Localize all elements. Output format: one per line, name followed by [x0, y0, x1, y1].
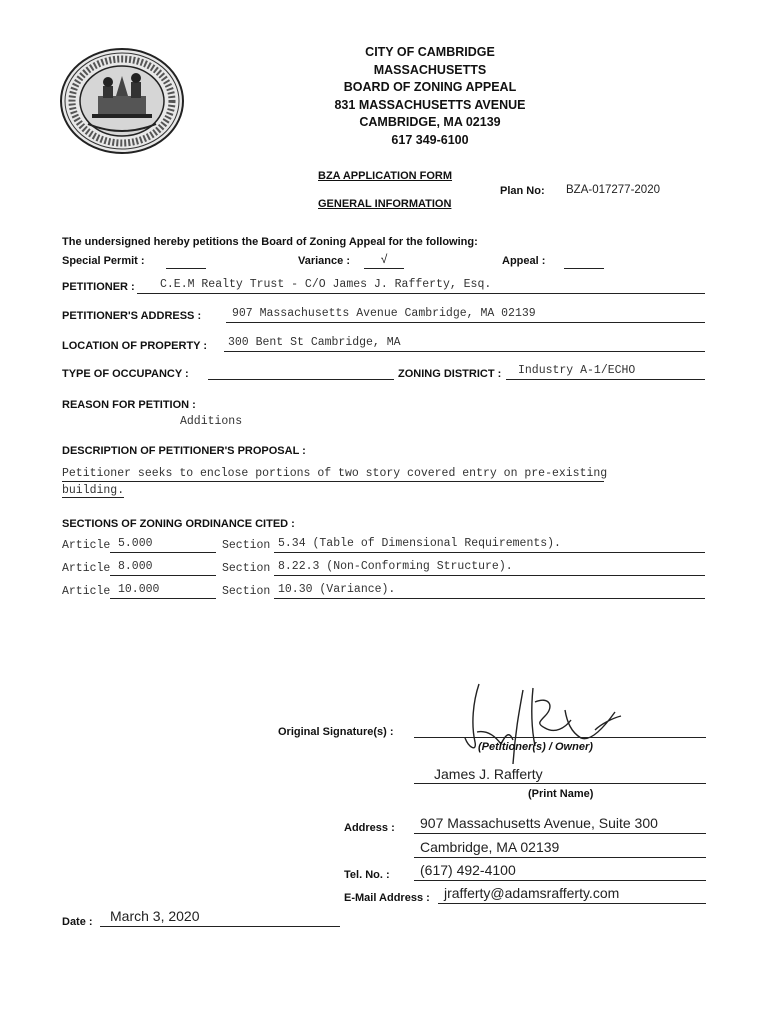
header-city: CITY OF CAMBRIDGE: [365, 45, 495, 59]
article-value[interactable]: 8.000: [118, 560, 153, 573]
sections-label: SECTIONS OF ZONING ORDINANCE CITED :: [62, 518, 295, 530]
header-state: MASSACHUSETTS: [373, 62, 487, 77]
date-label: Date :: [62, 916, 93, 928]
handwritten-signature: [415, 672, 635, 772]
section-line: [274, 552, 705, 553]
header-city-zip: CAMBRIDGE, MA 02139: [359, 115, 501, 129]
petitioner-value[interactable]: C.E.M Realty Trust - C/O James J. Rafferty, Esq.: [160, 278, 492, 291]
section-value[interactable]: 8.22.3 (Non-Conforming Structure).: [278, 560, 513, 573]
date-line: [100, 926, 340, 927]
address-label: Address :: [344, 822, 395, 834]
email-line: [438, 903, 706, 904]
zoning-district-value[interactable]: Industry A-1/ECHO: [518, 364, 636, 377]
variance-check[interactable]: √: [380, 252, 388, 266]
article-word: Article: [62, 585, 111, 598]
description-line-1[interactable]: Petitioner seeks to enclose portions of two story covered entry on pre-existing: [62, 467, 608, 480]
article-line: [110, 598, 216, 599]
reason-value[interactable]: Additions: [180, 415, 243, 428]
petitioner-label: PETITIONER :: [62, 281, 135, 293]
print-name-caption: (Print Name): [528, 788, 594, 800]
special-permit-line: [166, 268, 206, 269]
print-name-line: [414, 783, 706, 784]
description-line-2[interactable]: building.: [62, 484, 125, 497]
section-line: [274, 598, 705, 599]
article-value[interactable]: 10.000: [118, 583, 160, 596]
tel-line: [414, 880, 706, 881]
location-value[interactable]: 300 Bent St Cambridge, MA: [228, 336, 401, 349]
tel-value[interactable]: (617) 492-4100: [420, 862, 516, 878]
signature-line: [414, 737, 706, 738]
email-label: E-Mail Address :: [344, 892, 430, 904]
header-phone: 617 349-6100: [391, 132, 469, 147]
signature-caption: (Petitioner(s) / Owner): [478, 741, 593, 753]
variance-label: Variance :: [298, 255, 350, 267]
article-word: Article: [62, 539, 111, 552]
date-value[interactable]: March 3, 2020: [110, 908, 200, 924]
location-line: [224, 351, 705, 352]
appeal-line: [564, 268, 604, 269]
article-value[interactable]: 5.000: [118, 537, 153, 550]
email-value[interactable]: jrafferty@adamsrafferty.com: [444, 885, 620, 901]
occupancy-line: [208, 379, 394, 380]
zoning-district-label: ZONING DISTRICT :: [398, 368, 502, 380]
description-underline-2: [62, 497, 124, 498]
petition-intro: The undersigned hereby petitions the Board of Zoning Appeal for the following:: [62, 236, 478, 248]
reason-label: REASON FOR PETITION :: [62, 399, 196, 411]
address-line-2[interactable]: Cambridge, MA 02139: [420, 839, 560, 855]
petitioner-address-label: PETITIONER'S ADDRESS :: [62, 310, 202, 322]
section-word: Section: [222, 562, 271, 575]
address-line-1[interactable]: 907 Massachusetts Avenue, Suite 300: [420, 815, 658, 831]
header-street: 831 MASSACHUSETTS AVENUE: [334, 97, 526, 112]
section-value[interactable]: 10.30 (Variance).: [278, 583, 396, 596]
section-line: [274, 575, 705, 576]
header-board: BOARD OF ZONING APPEAL: [343, 80, 517, 94]
article-word: Article: [62, 562, 111, 575]
section-word: Section: [222, 585, 271, 598]
variance-line: [364, 268, 404, 269]
article-line: [110, 575, 216, 576]
occupancy-label: TYPE OF OCCUPANCY :: [62, 368, 189, 380]
zoning-district-line: [506, 379, 705, 380]
agency-header: [275, 44, 585, 149]
plan-no-label: Plan No:: [500, 185, 545, 197]
petitioner-address-line: [226, 322, 705, 323]
description-underline-1: [62, 481, 604, 482]
address-underline-2: [414, 857, 706, 858]
plan-no-value: BZA-017277-2020: [566, 184, 660, 196]
petitioner-line: [137, 293, 705, 294]
description-label: DESCRIPTION OF PETITIONER'S PROPOSAL :: [62, 445, 306, 457]
section-value[interactable]: 5.34 (Table of Dimensional Requirements).: [278, 537, 561, 550]
petitioner-address-value[interactable]: 907 Massachusetts Avenue Cambridge, MA 02139: [232, 307, 536, 320]
appeal-label: Appeal :: [502, 255, 546, 267]
special-permit-label: Special Permit :: [62, 255, 145, 267]
print-name-value[interactable]: James J. Rafferty: [434, 766, 543, 782]
signature-label: Original Signature(s) :: [278, 726, 394, 738]
article-line: [110, 552, 216, 553]
city-seal-icon: [58, 46, 186, 156]
section-word: Section: [222, 539, 271, 552]
form-subtitle: GENERAL INFORMATION: [318, 198, 452, 210]
location-label: LOCATION OF PROPERTY :: [62, 340, 208, 352]
address-underline-1: [414, 833, 706, 834]
tel-label: Tel. No. :: [344, 869, 390, 881]
form-title: BZA APPLICATION FORM: [318, 170, 453, 182]
